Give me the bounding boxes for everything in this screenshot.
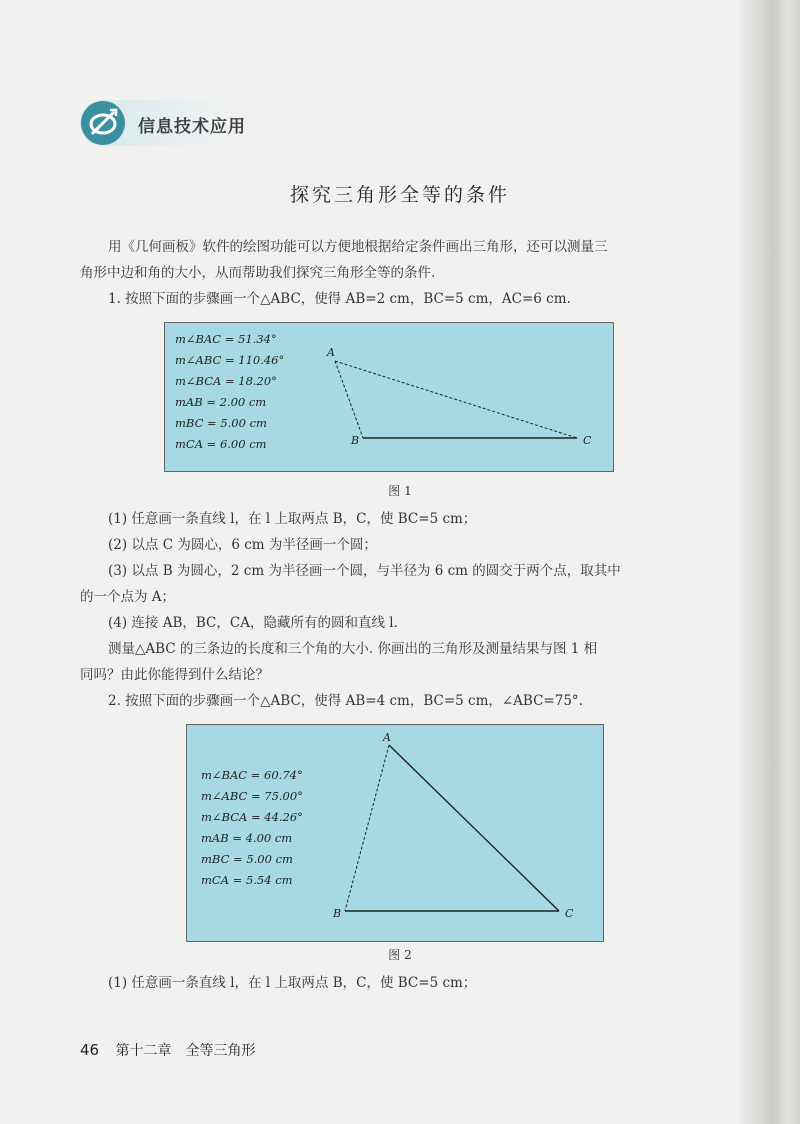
intro-line-2: 角形中边和角的大小，从而帮助我们探究三角形全等的条件.: [80, 265, 436, 281]
figure-1-measure: mAB = 2.00 cm: [175, 395, 267, 409]
figure-2-measure: mAB = 4.00 cm: [201, 831, 293, 845]
figure-1-measure: m∠BAC = 51.34°: [175, 332, 277, 346]
question-line-2: 同吗？由此你能得到什么结论？: [80, 667, 269, 683]
segment-ab: [335, 361, 363, 438]
figure-2-measure: m∠ABC = 75.00°: [201, 789, 303, 803]
figure-1-measure: mCA = 6.00 cm: [175, 437, 267, 451]
question-line-1: 测量△ABC 的三条边的长度和三个角的大小. 你画出的三角形及测量结果与图 1 相: [108, 641, 598, 657]
step-1-4: (4) 连接 AB，BC，CA，隐藏所有的圆和直线 l.: [108, 615, 398, 631]
vertex-c-label: C: [583, 434, 592, 447]
figure-2-triangle: [187, 725, 603, 941]
task-2-statement: 2. 按照下面的步骤画一个△ABC，使得 AB=4 cm，BC=5 cm，∠ABC=75°.: [108, 693, 583, 709]
section-badge: [80, 100, 252, 146]
sigma-icon: [80, 100, 126, 146]
figure-1-caption: 图 1: [388, 484, 412, 498]
step-1-2: (2) 以点 C 为圆心，6 cm 为半径画一个圆；: [108, 537, 377, 553]
figure-2: [186, 724, 604, 942]
section-badge-label: 信息技术应用: [138, 117, 246, 137]
vertex-a-label: A: [383, 731, 391, 744]
vertex-a-label: A: [327, 346, 335, 359]
figure-1-triangle: [165, 323, 613, 471]
step-1-3: (3) 以点 B 为圆心，2 cm 为半径画一个圆，与半径为 6 cm 的圆交于两个点，取其中: [108, 563, 621, 579]
vertex-b-label: B: [333, 907, 342, 920]
step-2-1: (1) 任意画一条直线 l，在 l 上取两点 B，C，使 BC=5 cm；: [108, 975, 477, 991]
intro-line-1: 用《几何画板》软件的绘图功能可以方便地根据给定条件画出三角形，还可以测量三: [108, 239, 608, 255]
step-1-1: (1) 任意画一条直线 l，在 l 上取两点 B，C，使 BC=5 cm；: [108, 511, 477, 527]
chapter-title: 第十二章 全等三角形: [115, 1043, 256, 1059]
step-1-3-cont: 的一个点为 A；: [80, 589, 176, 605]
page-title: 探究三角形全等的条件: [289, 184, 510, 206]
page-footer: [80, 1040, 256, 1060]
page-number: 46: [80, 1041, 100, 1059]
figure-1-measure: m∠BCA = 18.20°: [175, 374, 277, 388]
figure-2-measure: m∠BAC = 60.74°: [201, 768, 303, 782]
segment-ca: [389, 745, 559, 911]
vertex-b-label: B: [351, 434, 360, 447]
figure-2-measure: m∠BCA = 44.26°: [201, 810, 303, 824]
figure-1-measure: m∠ABC = 110.46°: [175, 353, 285, 367]
figure-2-measure: mBC = 5.00 cm: [201, 852, 293, 866]
figure-1-measure: mBC = 5.00 cm: [175, 416, 267, 430]
figure-2-measure: mCA = 5.54 cm: [201, 873, 293, 887]
segment-ca: [335, 361, 577, 438]
task-1-statement: 1. 按照下面的步骤画一个△ABC，使得 AB=2 cm，BC=5 cm，AC=6 cm.: [108, 291, 571, 307]
figure-2-caption: 图 2: [388, 948, 412, 962]
segment-ab: [345, 745, 389, 911]
figure-1: [164, 322, 614, 472]
vertex-c-label: C: [565, 907, 574, 920]
